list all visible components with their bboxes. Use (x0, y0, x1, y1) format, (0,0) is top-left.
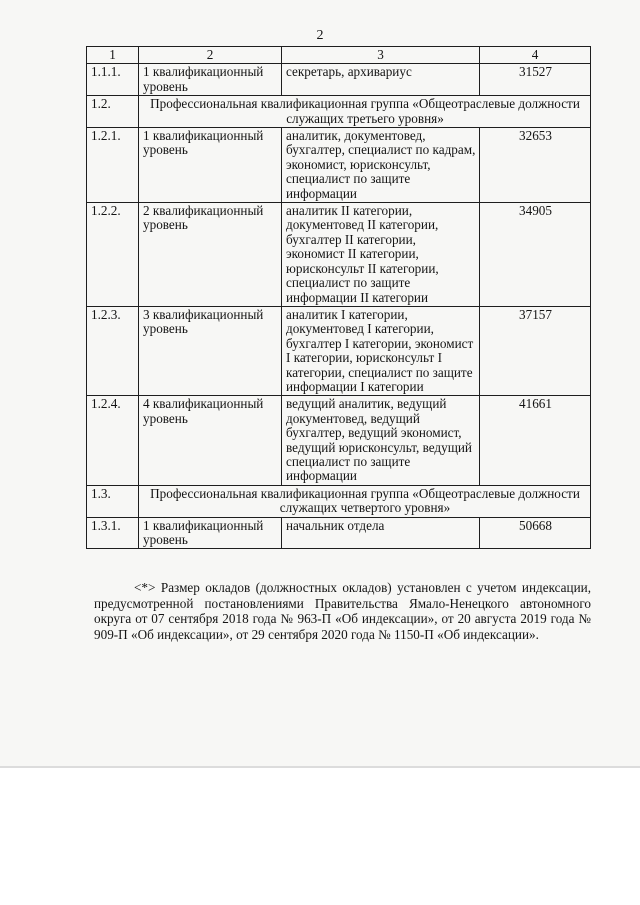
row-code: 1.2.1. (87, 128, 139, 203)
column-header-3: 3 (282, 47, 480, 64)
salary-table (86, 46, 591, 549)
table-row (87, 517, 591, 549)
table-header-row (87, 47, 591, 64)
row-code: 1.2.3. (87, 306, 139, 395)
positions: аналитик I категории, документовед I категории, бухгалтер I категории, экономист I категории, юрисконсульт I категории, специалист по защите информации I категории (282, 306, 480, 395)
salary-amount: 32653 (480, 128, 591, 203)
row-code: 1.2.4. (87, 396, 139, 485)
footnote (94, 580, 591, 642)
table-row (87, 64, 591, 96)
positions: аналитик, документовед, бухгалтер, специалист по кадрам, экономист, юрисконсульт, специалист по защите информации (282, 128, 480, 203)
table-row (87, 128, 591, 203)
salary-table-body (87, 47, 591, 549)
positions: начальник отдела (282, 517, 480, 549)
salary-amount: 31527 (480, 64, 591, 96)
table-row (87, 203, 591, 307)
group-row (87, 96, 591, 128)
salary-amount: 50668 (480, 517, 591, 549)
row-code: 1.2.2. (87, 203, 139, 307)
qualification-level: 1 квалификационный уровень (139, 64, 282, 96)
salary-amount: 34905 (480, 203, 591, 307)
qualification-level: 1 квалификационный уровень (139, 128, 282, 203)
positions: аналитик II категории, документовед II категории, бухгалтер II категории, экономист II категории, юрисконсульт II категории, специалист по защите информации II категории (282, 203, 480, 307)
qualification-level: 1 квалификационный уровень (139, 517, 282, 549)
column-header-4: 4 (480, 47, 591, 64)
positions: секретарь, архивариус (282, 64, 480, 96)
column-header-2: 2 (139, 47, 282, 64)
footnote-text: <*> Размер окладов (должностных окладов) установлен с учетом индексации, предусмотренной постановлениями Правительства Ямало-Ненецкого автономного округа от 07 сентября 2018 года № 963-П «Об индексации», от 20 августа 2019 года № 909-П «Об индексации», от 29 сентября 2020 года № 1150-П «Об индексации». (94, 580, 591, 642)
row-code: 1.1.1. (87, 64, 139, 96)
group-row (87, 485, 591, 517)
column-header-1: 1 (87, 47, 139, 64)
qualification-level: 2 квалификационный уровень (139, 203, 282, 307)
salary-amount: 37157 (480, 306, 591, 395)
table-row (87, 396, 591, 485)
salary-amount: 41661 (480, 396, 591, 485)
group-title: Профессиональная квалификационная группа «Общеотраслевые должности служащих третьего уровня» (139, 96, 591, 128)
page-number: 2 (316, 28, 324, 43)
group-code: 1.3. (87, 485, 139, 517)
table-row (87, 306, 591, 395)
group-code: 1.2. (87, 96, 139, 128)
positions: ведущий аналитик, ведущий документовед, ведущий бухгалтер, ведущий экономист, ведущий юрисконсульт, ведущий специалист по защите информации (282, 396, 480, 485)
row-code: 1.3.1. (87, 517, 139, 549)
qualification-level: 3 квалификационный уровень (139, 306, 282, 395)
group-title: Профессиональная квалификационная группа «Общеотраслевые должности служащих четвертого уровня» (139, 485, 591, 517)
qualification-level: 4 квалификационный уровень (139, 396, 282, 485)
